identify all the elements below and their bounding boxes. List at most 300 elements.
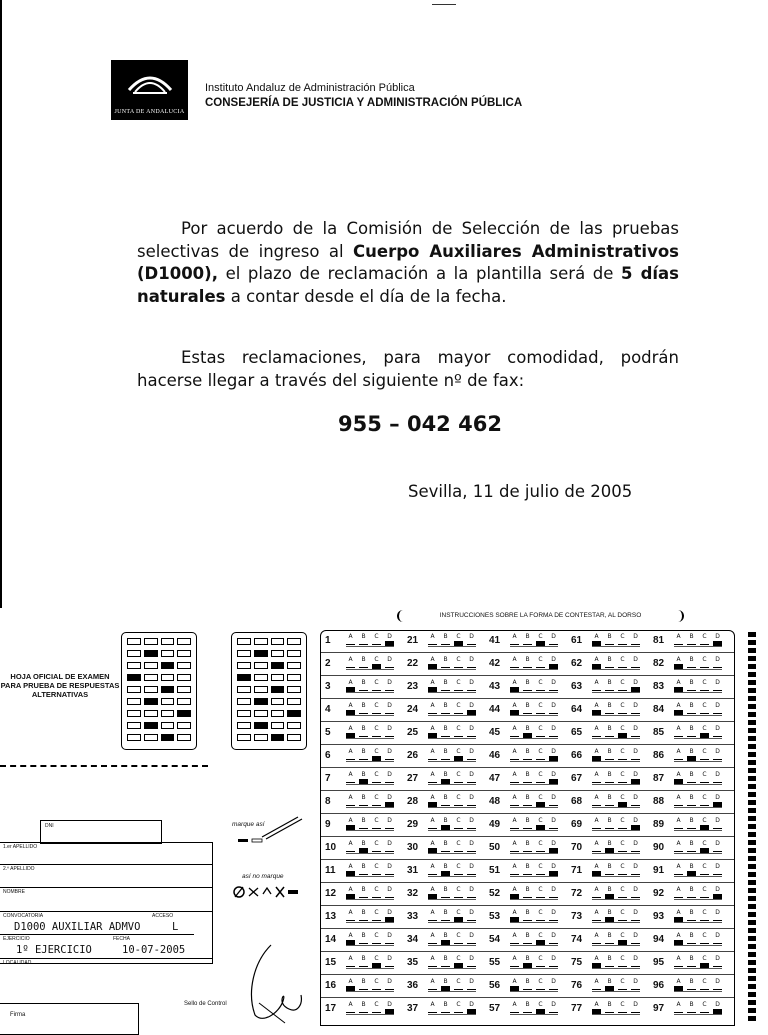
answer-bubble[interactable] bbox=[631, 840, 640, 853]
answer-bubble[interactable] bbox=[618, 817, 627, 830]
answer-bubble[interactable] bbox=[467, 932, 476, 945]
code-bubble[interactable] bbox=[127, 650, 141, 657]
answer-bubble[interactable] bbox=[687, 771, 696, 784]
answer-bubble[interactable] bbox=[536, 1001, 545, 1014]
code-bubble[interactable] bbox=[127, 662, 141, 669]
answer-bubble[interactable] bbox=[631, 932, 640, 945]
answer-bubble[interactable] bbox=[454, 886, 463, 899]
code-bubble[interactable] bbox=[177, 674, 191, 681]
answer-bubble[interactable] bbox=[700, 725, 709, 738]
code-bubble[interactable] bbox=[254, 662, 268, 669]
answer-bubble[interactable] bbox=[536, 771, 545, 784]
answer-bubble[interactable] bbox=[536, 978, 545, 991]
answer-bubble[interactable] bbox=[674, 840, 683, 853]
answer-bubble[interactable] bbox=[700, 679, 709, 692]
code-bubble[interactable] bbox=[254, 710, 268, 717]
answer-bubble[interactable] bbox=[510, 679, 519, 692]
answer-bubble[interactable] bbox=[605, 679, 614, 692]
answer-bubble[interactable] bbox=[592, 1001, 601, 1014]
answer-bubble[interactable] bbox=[713, 656, 722, 669]
answer-bubble[interactable] bbox=[467, 748, 476, 761]
answer-bubble[interactable] bbox=[523, 955, 532, 968]
answer-bubble[interactable] bbox=[441, 771, 450, 784]
answer-bubble[interactable] bbox=[536, 725, 545, 738]
answer-bubble[interactable] bbox=[674, 771, 683, 784]
answer-bubble[interactable] bbox=[346, 656, 355, 669]
answer-bubble[interactable] bbox=[674, 725, 683, 738]
answer-bubble[interactable] bbox=[605, 771, 614, 784]
answer-bubble[interactable] bbox=[631, 725, 640, 738]
code-bubble[interactable] bbox=[127, 686, 141, 693]
answer-bubble[interactable] bbox=[467, 955, 476, 968]
answer-bubble[interactable] bbox=[441, 702, 450, 715]
answer-bubble[interactable] bbox=[536, 702, 545, 715]
answer-bubble[interactable] bbox=[592, 817, 601, 830]
answer-bubble[interactable] bbox=[536, 863, 545, 876]
answer-bubble[interactable] bbox=[454, 633, 463, 646]
code-bubble[interactable] bbox=[144, 722, 158, 729]
code-bubble[interactable] bbox=[144, 650, 158, 657]
answer-bubble[interactable] bbox=[346, 679, 355, 692]
answer-bubble[interactable] bbox=[523, 748, 532, 761]
answer-bubble[interactable] bbox=[592, 978, 601, 991]
answer-bubble[interactable] bbox=[687, 886, 696, 899]
answer-bubble[interactable] bbox=[454, 909, 463, 922]
answer-bubble[interactable] bbox=[372, 886, 381, 899]
answer-bubble[interactable] bbox=[549, 978, 558, 991]
answer-bubble[interactable] bbox=[700, 978, 709, 991]
answer-bubble[interactable] bbox=[346, 702, 355, 715]
answer-bubble[interactable] bbox=[359, 1001, 368, 1014]
answer-bubble[interactable] bbox=[549, 1001, 558, 1014]
answer-bubble[interactable] bbox=[359, 702, 368, 715]
answer-bubble[interactable] bbox=[713, 840, 722, 853]
code-bubble[interactable] bbox=[144, 674, 158, 681]
answer-bubble[interactable] bbox=[467, 978, 476, 991]
answer-bubble[interactable] bbox=[510, 955, 519, 968]
answer-bubble[interactable] bbox=[523, 656, 532, 669]
answer-bubble[interactable] bbox=[713, 817, 722, 830]
code-bubble[interactable] bbox=[237, 674, 251, 681]
answer-bubble[interactable] bbox=[592, 863, 601, 876]
answer-bubble[interactable] bbox=[674, 679, 683, 692]
answer-bubble[interactable] bbox=[549, 817, 558, 830]
answer-bubble[interactable] bbox=[687, 748, 696, 761]
code-bubble[interactable] bbox=[127, 674, 141, 681]
code-bubble[interactable] bbox=[161, 686, 175, 693]
answer-bubble[interactable] bbox=[510, 863, 519, 876]
code-bubble[interactable] bbox=[144, 686, 158, 693]
answer-bubble[interactable] bbox=[631, 633, 640, 646]
answer-bubble[interactable] bbox=[631, 955, 640, 968]
answer-bubble[interactable] bbox=[687, 1001, 696, 1014]
answer-bubble[interactable] bbox=[687, 909, 696, 922]
answer-bubble[interactable] bbox=[454, 863, 463, 876]
answer-bubble[interactable] bbox=[700, 932, 709, 945]
answer-bubble[interactable] bbox=[441, 1001, 450, 1014]
answer-bubble[interactable] bbox=[385, 886, 394, 899]
answer-bubble[interactable] bbox=[510, 886, 519, 899]
answer-bubble[interactable] bbox=[700, 840, 709, 853]
answer-bubble[interactable] bbox=[467, 725, 476, 738]
code-bubble[interactable] bbox=[237, 734, 251, 741]
answer-bubble[interactable] bbox=[359, 978, 368, 991]
answer-bubble[interactable] bbox=[428, 1001, 437, 1014]
answer-bubble[interactable] bbox=[359, 863, 368, 876]
code-bubble[interactable] bbox=[177, 686, 191, 693]
answer-bubble[interactable] bbox=[441, 656, 450, 669]
answer-bubble[interactable] bbox=[359, 748, 368, 761]
answer-bubble[interactable] bbox=[441, 955, 450, 968]
answer-bubble[interactable] bbox=[713, 633, 722, 646]
answer-bubble[interactable] bbox=[385, 817, 394, 830]
answer-bubble[interactable] bbox=[549, 863, 558, 876]
answer-bubble[interactable] bbox=[385, 840, 394, 853]
answer-bubble[interactable] bbox=[713, 702, 722, 715]
answer-bubble[interactable] bbox=[631, 817, 640, 830]
answer-bubble[interactable] bbox=[618, 702, 627, 715]
answer-bubble[interactable] bbox=[700, 748, 709, 761]
answer-bubble[interactable] bbox=[618, 863, 627, 876]
answer-bubble[interactable] bbox=[441, 748, 450, 761]
code-bubble[interactable] bbox=[127, 734, 141, 741]
answer-bubble[interactable] bbox=[359, 794, 368, 807]
answer-bubble[interactable] bbox=[713, 909, 722, 922]
answer-bubble[interactable] bbox=[428, 794, 437, 807]
code-bubble[interactable] bbox=[254, 674, 268, 681]
answer-bubble[interactable] bbox=[441, 633, 450, 646]
code-bubble[interactable] bbox=[161, 674, 175, 681]
answer-bubble[interactable] bbox=[618, 794, 627, 807]
answer-bubble[interactable] bbox=[605, 817, 614, 830]
code-bubble[interactable] bbox=[287, 662, 301, 669]
answer-bubble[interactable] bbox=[536, 748, 545, 761]
answer-bubble[interactable] bbox=[631, 794, 640, 807]
answer-bubble[interactable] bbox=[605, 978, 614, 991]
answer-bubble[interactable] bbox=[523, 863, 532, 876]
answer-bubble[interactable] bbox=[428, 679, 437, 692]
answer-bubble[interactable] bbox=[700, 633, 709, 646]
code-bubble[interactable] bbox=[177, 662, 191, 669]
answer-bubble[interactable] bbox=[674, 863, 683, 876]
code-bubble[interactable] bbox=[127, 722, 141, 729]
answer-bubble[interactable] bbox=[510, 932, 519, 945]
answer-bubble[interactable] bbox=[441, 886, 450, 899]
answer-bubble[interactable] bbox=[372, 725, 381, 738]
answer-bubble[interactable] bbox=[687, 840, 696, 853]
answer-bubble[interactable] bbox=[674, 978, 683, 991]
code-bubble[interactable] bbox=[254, 734, 268, 741]
answer-bubble[interactable] bbox=[428, 817, 437, 830]
answer-bubble[interactable] bbox=[428, 886, 437, 899]
answer-bubble[interactable] bbox=[700, 909, 709, 922]
answer-bubble[interactable] bbox=[536, 679, 545, 692]
answer-bubble[interactable] bbox=[346, 932, 355, 945]
answer-bubble[interactable] bbox=[359, 656, 368, 669]
answer-bubble[interactable] bbox=[631, 886, 640, 899]
answer-bubble[interactable] bbox=[454, 840, 463, 853]
firma-box[interactable] bbox=[0, 1003, 139, 1035]
answer-bubble[interactable] bbox=[700, 702, 709, 715]
answer-bubble[interactable] bbox=[687, 656, 696, 669]
answer-bubble[interactable] bbox=[372, 840, 381, 853]
answer-bubble[interactable] bbox=[428, 702, 437, 715]
answer-bubble[interactable] bbox=[372, 794, 381, 807]
answer-bubble[interactable] bbox=[687, 633, 696, 646]
answer-bubble[interactable] bbox=[592, 840, 601, 853]
answer-bubble[interactable] bbox=[454, 679, 463, 692]
answer-bubble[interactable] bbox=[713, 955, 722, 968]
answer-bubble[interactable] bbox=[523, 886, 532, 899]
answer-bubble[interactable] bbox=[713, 679, 722, 692]
answer-bubble[interactable] bbox=[713, 771, 722, 784]
answer-bubble[interactable] bbox=[536, 633, 545, 646]
answer-bubble[interactable] bbox=[592, 909, 601, 922]
answer-bubble[interactable] bbox=[592, 771, 601, 784]
answer-bubble[interactable] bbox=[359, 771, 368, 784]
answer-bubble[interactable] bbox=[549, 932, 558, 945]
answer-bubble[interactable] bbox=[618, 656, 627, 669]
answer-bubble[interactable] bbox=[441, 679, 450, 692]
answer-bubble[interactable] bbox=[385, 794, 394, 807]
answer-bubble[interactable] bbox=[536, 909, 545, 922]
answer-bubble[interactable] bbox=[592, 932, 601, 945]
answer-bubble[interactable] bbox=[631, 771, 640, 784]
code-bubble[interactable] bbox=[287, 698, 301, 705]
answer-bubble[interactable] bbox=[687, 863, 696, 876]
answer-bubble[interactable] bbox=[713, 932, 722, 945]
answer-bubble[interactable] bbox=[618, 748, 627, 761]
answer-bubble[interactable] bbox=[428, 840, 437, 853]
code-bubble[interactable] bbox=[177, 710, 191, 717]
answer-bubble[interactable] bbox=[618, 1001, 627, 1014]
answer-bubble[interactable] bbox=[467, 794, 476, 807]
code-bubble[interactable] bbox=[271, 722, 285, 729]
code-bubble[interactable] bbox=[287, 722, 301, 729]
answer-bubble[interactable] bbox=[687, 932, 696, 945]
answer-bubble[interactable] bbox=[536, 955, 545, 968]
answer-bubble[interactable] bbox=[605, 633, 614, 646]
answer-bubble[interactable] bbox=[510, 909, 519, 922]
code-bubble[interactable] bbox=[254, 686, 268, 693]
answer-bubble[interactable] bbox=[674, 633, 683, 646]
answer-bubble[interactable] bbox=[605, 909, 614, 922]
answer-bubble[interactable] bbox=[523, 725, 532, 738]
code-bubble[interactable] bbox=[237, 698, 251, 705]
answer-bubble[interactable] bbox=[454, 817, 463, 830]
code-bubble[interactable] bbox=[254, 638, 268, 645]
answer-bubble[interactable] bbox=[674, 656, 683, 669]
answer-bubble[interactable] bbox=[372, 817, 381, 830]
answer-bubble[interactable] bbox=[605, 1001, 614, 1014]
code-bubble[interactable] bbox=[254, 722, 268, 729]
answer-bubble[interactable] bbox=[467, 656, 476, 669]
answer-bubble[interactable] bbox=[359, 909, 368, 922]
code-bubble[interactable] bbox=[161, 710, 175, 717]
answer-bubble[interactable] bbox=[441, 978, 450, 991]
answer-bubble[interactable] bbox=[359, 633, 368, 646]
answer-bubble[interactable] bbox=[674, 909, 683, 922]
answer-bubble[interactable] bbox=[454, 656, 463, 669]
code-bubble[interactable] bbox=[254, 650, 268, 657]
code-bubble[interactable] bbox=[144, 734, 158, 741]
answer-bubble[interactable] bbox=[510, 725, 519, 738]
answer-bubble[interactable] bbox=[372, 702, 381, 715]
code-bubble[interactable] bbox=[144, 638, 158, 645]
answer-bubble[interactable] bbox=[467, 1001, 476, 1014]
answer-bubble[interactable] bbox=[700, 863, 709, 876]
answer-bubble[interactable] bbox=[372, 932, 381, 945]
code-bubble[interactable] bbox=[287, 674, 301, 681]
answer-bubble[interactable] bbox=[346, 955, 355, 968]
code-bubble[interactable] bbox=[271, 674, 285, 681]
answer-bubble[interactable] bbox=[346, 725, 355, 738]
code-bubble[interactable] bbox=[161, 722, 175, 729]
answer-bubble[interactable] bbox=[454, 1001, 463, 1014]
answer-bubble[interactable] bbox=[428, 863, 437, 876]
answer-bubble[interactable] bbox=[605, 725, 614, 738]
answer-bubble[interactable] bbox=[605, 702, 614, 715]
answer-bubble[interactable] bbox=[523, 817, 532, 830]
answer-bubble[interactable] bbox=[674, 886, 683, 899]
answer-bubble[interactable] bbox=[441, 909, 450, 922]
answer-bubble[interactable] bbox=[372, 771, 381, 784]
answer-bubble[interactable] bbox=[700, 817, 709, 830]
answer-bubble[interactable] bbox=[674, 702, 683, 715]
answer-bubble[interactable] bbox=[385, 955, 394, 968]
code-bubble[interactable] bbox=[271, 710, 285, 717]
dni-box[interactable] bbox=[40, 820, 162, 844]
answer-bubble[interactable] bbox=[674, 748, 683, 761]
answer-bubble[interactable] bbox=[441, 863, 450, 876]
answer-bubble[interactable] bbox=[605, 794, 614, 807]
code-bubble[interactable] bbox=[237, 650, 251, 657]
code-bubble[interactable] bbox=[237, 722, 251, 729]
answer-bubble[interactable] bbox=[523, 840, 532, 853]
answer-bubble[interactable] bbox=[687, 679, 696, 692]
answer-bubble[interactable] bbox=[687, 978, 696, 991]
answer-bubble[interactable] bbox=[631, 1001, 640, 1014]
answer-bubble[interactable] bbox=[631, 748, 640, 761]
answer-bubble[interactable] bbox=[428, 909, 437, 922]
answer-bubble[interactable] bbox=[605, 656, 614, 669]
answer-bubble[interactable] bbox=[467, 702, 476, 715]
code-bubble[interactable] bbox=[254, 698, 268, 705]
answer-bubble[interactable] bbox=[536, 794, 545, 807]
answer-bubble[interactable] bbox=[618, 932, 627, 945]
answer-bubble[interactable] bbox=[592, 886, 601, 899]
answer-bubble[interactable] bbox=[441, 725, 450, 738]
answer-bubble[interactable] bbox=[467, 863, 476, 876]
answer-bubble[interactable] bbox=[454, 955, 463, 968]
answer-bubble[interactable] bbox=[441, 817, 450, 830]
answer-bubble[interactable] bbox=[700, 656, 709, 669]
answer-bubble[interactable] bbox=[359, 840, 368, 853]
answer-bubble[interactable] bbox=[428, 771, 437, 784]
code-bubble[interactable] bbox=[271, 638, 285, 645]
answer-bubble[interactable] bbox=[428, 748, 437, 761]
answer-bubble[interactable] bbox=[346, 978, 355, 991]
answer-bubble[interactable] bbox=[523, 909, 532, 922]
answer-bubble[interactable] bbox=[510, 794, 519, 807]
answer-bubble[interactable] bbox=[592, 794, 601, 807]
answer-bubble[interactable] bbox=[618, 978, 627, 991]
answer-bubble[interactable] bbox=[631, 978, 640, 991]
answer-bubble[interactable] bbox=[385, 863, 394, 876]
code-bubble[interactable] bbox=[271, 734, 285, 741]
answer-bubble[interactable] bbox=[713, 863, 722, 876]
answer-bubble[interactable] bbox=[346, 840, 355, 853]
code-bubble[interactable] bbox=[271, 662, 285, 669]
code-bubble[interactable] bbox=[127, 638, 141, 645]
answer-bubble[interactable] bbox=[467, 679, 476, 692]
code-bubble[interactable] bbox=[177, 650, 191, 657]
answer-bubble[interactable] bbox=[467, 886, 476, 899]
answer-bubble[interactable] bbox=[605, 863, 614, 876]
answer-bubble[interactable] bbox=[523, 794, 532, 807]
answer-bubble[interactable] bbox=[454, 702, 463, 715]
code-bubble[interactable] bbox=[271, 686, 285, 693]
code-bubble[interactable] bbox=[237, 710, 251, 717]
code-bubble[interactable] bbox=[287, 734, 301, 741]
answer-bubble[interactable] bbox=[385, 978, 394, 991]
answer-bubble[interactable] bbox=[385, 748, 394, 761]
answer-bubble[interactable] bbox=[428, 633, 437, 646]
answer-bubble[interactable] bbox=[385, 1001, 394, 1014]
answer-bubble[interactable] bbox=[523, 978, 532, 991]
answer-bubble[interactable] bbox=[385, 656, 394, 669]
answer-bubble[interactable] bbox=[618, 909, 627, 922]
code-bubble[interactable] bbox=[271, 698, 285, 705]
answer-bubble[interactable] bbox=[428, 656, 437, 669]
answer-bubble[interactable] bbox=[523, 771, 532, 784]
answer-bubble[interactable] bbox=[510, 656, 519, 669]
code-bubble[interactable] bbox=[144, 698, 158, 705]
answer-bubble[interactable] bbox=[536, 886, 545, 899]
answer-bubble[interactable] bbox=[385, 932, 394, 945]
code-bubble[interactable] bbox=[237, 638, 251, 645]
answer-bubble[interactable] bbox=[618, 679, 627, 692]
answer-bubble[interactable] bbox=[631, 702, 640, 715]
answer-bubble[interactable] bbox=[605, 886, 614, 899]
answer-bubble[interactable] bbox=[385, 702, 394, 715]
code-bubble[interactable] bbox=[161, 638, 175, 645]
answer-bubble[interactable] bbox=[592, 748, 601, 761]
answer-bubble[interactable] bbox=[510, 633, 519, 646]
code-bubble[interactable] bbox=[271, 650, 285, 657]
answer-bubble[interactable] bbox=[346, 886, 355, 899]
answer-bubble[interactable] bbox=[359, 725, 368, 738]
answer-bubble[interactable] bbox=[618, 633, 627, 646]
answer-bubble[interactable] bbox=[372, 978, 381, 991]
answer-bubble[interactable] bbox=[592, 955, 601, 968]
answer-bubble[interactable] bbox=[510, 771, 519, 784]
answer-bubble[interactable] bbox=[700, 955, 709, 968]
code-bubble[interactable] bbox=[287, 650, 301, 657]
answer-bubble[interactable] bbox=[346, 794, 355, 807]
code-bubble[interactable] bbox=[287, 686, 301, 693]
answer-bubble[interactable] bbox=[549, 702, 558, 715]
answer-bubble[interactable] bbox=[467, 771, 476, 784]
code-bubble[interactable] bbox=[144, 710, 158, 717]
code-bubble[interactable] bbox=[177, 722, 191, 729]
answer-bubble[interactable] bbox=[687, 702, 696, 715]
answer-bubble[interactable] bbox=[618, 725, 627, 738]
answer-bubble[interactable] bbox=[428, 978, 437, 991]
answer-bubble[interactable] bbox=[549, 886, 558, 899]
answer-bubble[interactable] bbox=[631, 909, 640, 922]
answer-grid[interactable] bbox=[320, 630, 735, 1026]
